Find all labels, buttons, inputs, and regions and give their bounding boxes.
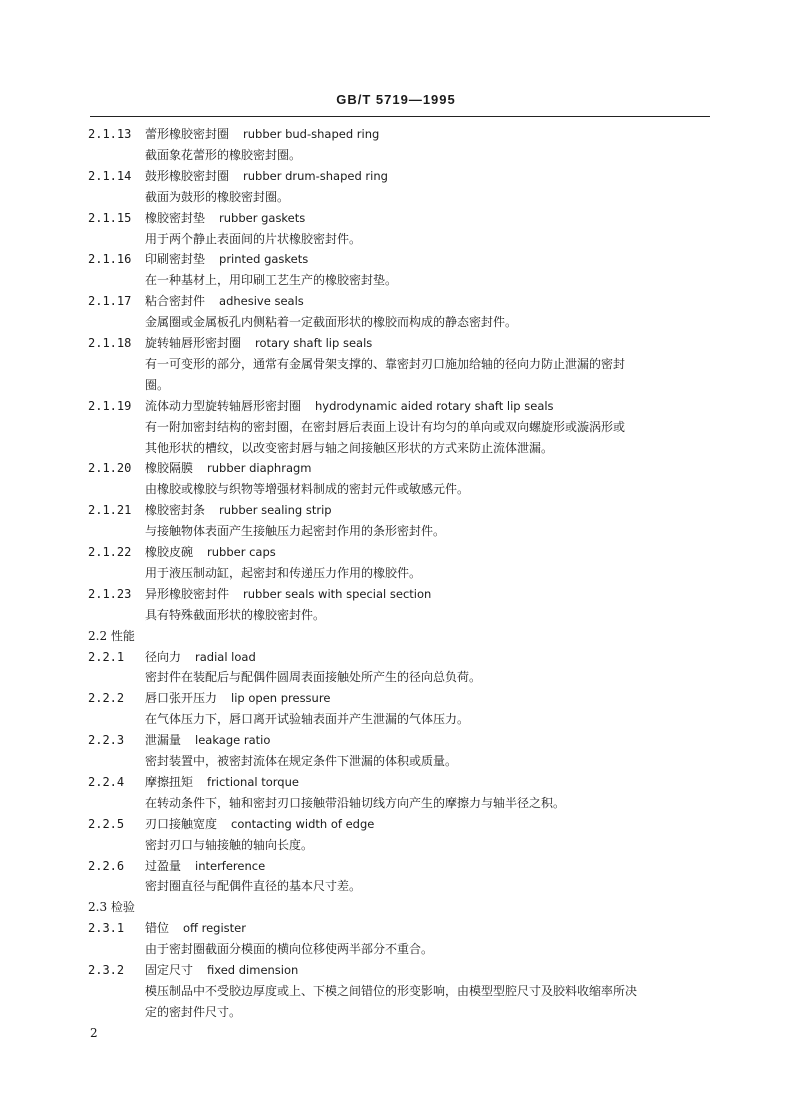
- term-chinese: [145, 291, 304, 312]
- clause-number: 2.1.13: [88, 127, 132, 141]
- clause-number: 2.2.5: [88, 816, 125, 831]
- term-english: rotary shaft lip seals: [255, 336, 373, 350]
- term-english: fixed dimension: [207, 963, 299, 977]
- term-english: interference: [195, 858, 266, 873]
- definition-text: 截面为鼓形的橡胶密封圈。: [145, 189, 290, 204]
- term-chinese-text: 橡胶密封垫: [145, 210, 206, 225]
- clause-number: 2.3.1: [88, 921, 125, 936]
- term-chinese-text: 流体动力型旋转轴唇形密封圈: [145, 398, 302, 413]
- term-chinese-text: 径向力: [145, 649, 182, 664]
- term-english: contacting width of edge: [231, 816, 375, 831]
- definition-text: 在一种基材上，用印刷工艺生产的橡胶密封垫。: [145, 273, 398, 288]
- clause-number: 2.2.6: [88, 858, 125, 873]
- term-chinese-text: 粘合密封件: [145, 294, 206, 309]
- definition-text: 在气体压力下，唇口离开试验轴表面并产生泄漏的气体压力。: [145, 712, 470, 727]
- term-chinese-text: 橡胶密封条: [145, 503, 206, 518]
- definition-text: 密封圈直径与配偶件直径的基本尺寸差。: [145, 879, 362, 894]
- term-chinese-text: 异形橡胶密封件: [145, 586, 230, 601]
- term-english: rubber caps: [207, 545, 276, 559]
- term-chinese-text: 橡胶皮碗: [145, 545, 194, 559]
- term-chinese-text: 泄漏量: [145, 733, 182, 748]
- clause-number: 2.1.22: [88, 545, 132, 559]
- term-chinese: [145, 647, 256, 668]
- definition-text: 与接触物体表面产生接触压力起密封作用的条形密封件。: [145, 524, 446, 539]
- clause-number: 2.1.16: [88, 252, 132, 267]
- section-heading-text: 2.2 性能: [88, 628, 135, 643]
- clause-number: 2.1.21: [88, 503, 132, 518]
- document-header: GB/T 5719—1995: [336, 92, 456, 107]
- clause-number: 2.2.2: [88, 691, 125, 706]
- definition-text: 模压制品中不受胶边厚度或上、下模之间错位的形变影响，由模型型腔尺寸及胶料收缩率所决: [145, 983, 638, 998]
- term-english: frictional torque: [207, 774, 299, 789]
- term-english: adhesive seals: [219, 294, 304, 309]
- definition-text: 圈。: [145, 377, 170, 392]
- term-english: lip open pressure: [231, 691, 331, 706]
- clause-number: 2.1.19: [88, 398, 132, 413]
- term-chinese-text: 印刷密封垫: [145, 252, 206, 267]
- term-chinese: [145, 772, 299, 793]
- term-chinese: [145, 166, 388, 187]
- term-english: off register: [183, 921, 246, 936]
- term-chinese-text: 蕾形橡胶密封圈: [145, 127, 230, 141]
- clause-number: 2.2.4: [88, 774, 125, 789]
- definition-text: 密封装置中，被密封流体在规定条件下泄漏的体积或质量。: [145, 754, 458, 768]
- clause-number: 2.1.20: [88, 461, 132, 476]
- term-chinese: [145, 396, 554, 417]
- definition-text: 密封件在装配后与配偶件圆周表面接触处所产生的径向总负荷。: [145, 670, 482, 685]
- term-chinese: [145, 249, 308, 270]
- definition-text: 用于液压制动缸，起密封和传递压力作用的橡胶件。: [145, 565, 422, 580]
- term-chinese: [145, 688, 330, 709]
- term-chinese-text: 唇口张开压力: [145, 691, 218, 706]
- term-chinese-text: 摩擦扭矩: [145, 774, 194, 789]
- term-chinese-text: 鼓形橡胶密封圈: [145, 168, 230, 183]
- term-chinese-text: 旋转轴唇形密封圈: [145, 336, 242, 350]
- term-english: rubber seals with special section: [243, 586, 432, 601]
- definition-text: 用于两个静止表面间的片状橡胶密封件。: [145, 231, 362, 246]
- term-english: rubber diaphragm: [207, 461, 312, 476]
- clause-number: 2.1.23: [88, 586, 132, 601]
- section-heading-text: 2.3 检验: [88, 900, 135, 915]
- definition-text: 金属圈或金属板孔内侧粘着一定截面形状的橡胶而构成的静态密封件。: [145, 315, 518, 330]
- term-chinese: [145, 856, 265, 877]
- clause-number: 2.1.15: [88, 210, 132, 225]
- definition-text: 密封刃口与轴接触的轴向长度。: [145, 837, 314, 852]
- term-english: leakage ratio: [195, 733, 271, 748]
- header-rule: [90, 116, 710, 117]
- term-chinese: [145, 500, 332, 521]
- term-chinese: [145, 960, 298, 981]
- term-english: rubber gaskets: [219, 210, 306, 225]
- term-chinese-text: 刃口接触宽度: [145, 816, 218, 831]
- definition-text: 由橡胶或橡胶与织物等增强材料制成的密封元件或敏感元件。: [145, 482, 470, 497]
- definition-text: 有一附加密封结构的密封圈，在密封唇后表面上设计有均匀的单向或双向螺旋形或漩涡形或: [145, 419, 626, 434]
- term-english: rubber bud-shaped ring: [243, 127, 380, 141]
- definition-text: 有一可变形的部分，通常有金属骨架支撑的、靠密封刃口施加给轴的径向力防止泄漏的密封: [145, 356, 626, 371]
- page-number: 2: [90, 1026, 98, 1040]
- clause-number: 2.2.3: [88, 733, 125, 748]
- definition-text: 在转动条件下，轴和密封刃口接触带沿轴切线方向产生的摩擦力与轴半径之积。: [145, 795, 566, 810]
- clause-number: 2.1.17: [88, 294, 132, 309]
- term-chinese-text: 过盈量: [145, 858, 182, 873]
- term-english: hydrodynamic aided rotary shaft lip seals: [315, 398, 554, 413]
- term-chinese: [145, 814, 374, 835]
- term-chinese: [145, 584, 431, 605]
- term-chinese-text: 橡胶隔膜: [145, 461, 194, 476]
- term-english: rubber drum-shaped ring: [243, 168, 388, 183]
- term-chinese: [145, 918, 246, 939]
- term-chinese: [145, 542, 276, 563]
- term-english: radial load: [195, 649, 256, 664]
- clause-number: 2.1.14: [88, 168, 132, 183]
- definition-text: 定的密封件尺寸。: [145, 1004, 242, 1019]
- term-chinese-text: 固定尺寸: [145, 963, 194, 977]
- term-chinese: [145, 124, 379, 145]
- clause-number: 2.3.2: [88, 963, 125, 977]
- term-chinese: [145, 730, 270, 751]
- term-chinese: [145, 208, 305, 229]
- definition-text: 具有特殊截面形状的橡胶密封件。: [145, 607, 326, 622]
- definition-text: 截面象花蕾形的橡胶密封圈。: [145, 147, 302, 162]
- term-english: rubber sealing strip: [219, 503, 332, 518]
- term-chinese: [145, 333, 372, 354]
- term-chinese: [145, 458, 312, 479]
- definition-text: 其他形状的槽纹，以改变密封唇与轴之间接触区形状的方式来防止流体泄漏。: [145, 440, 554, 455]
- term-english: printed gaskets: [219, 252, 309, 267]
- clause-number: 2.1.18: [88, 336, 132, 350]
- term-chinese-text: 错位: [145, 921, 170, 936]
- clause-number: 2.2.1: [88, 649, 125, 664]
- definition-text: 由于密封圈截面分模面的横向位移使两半部分不重合。: [145, 942, 434, 957]
